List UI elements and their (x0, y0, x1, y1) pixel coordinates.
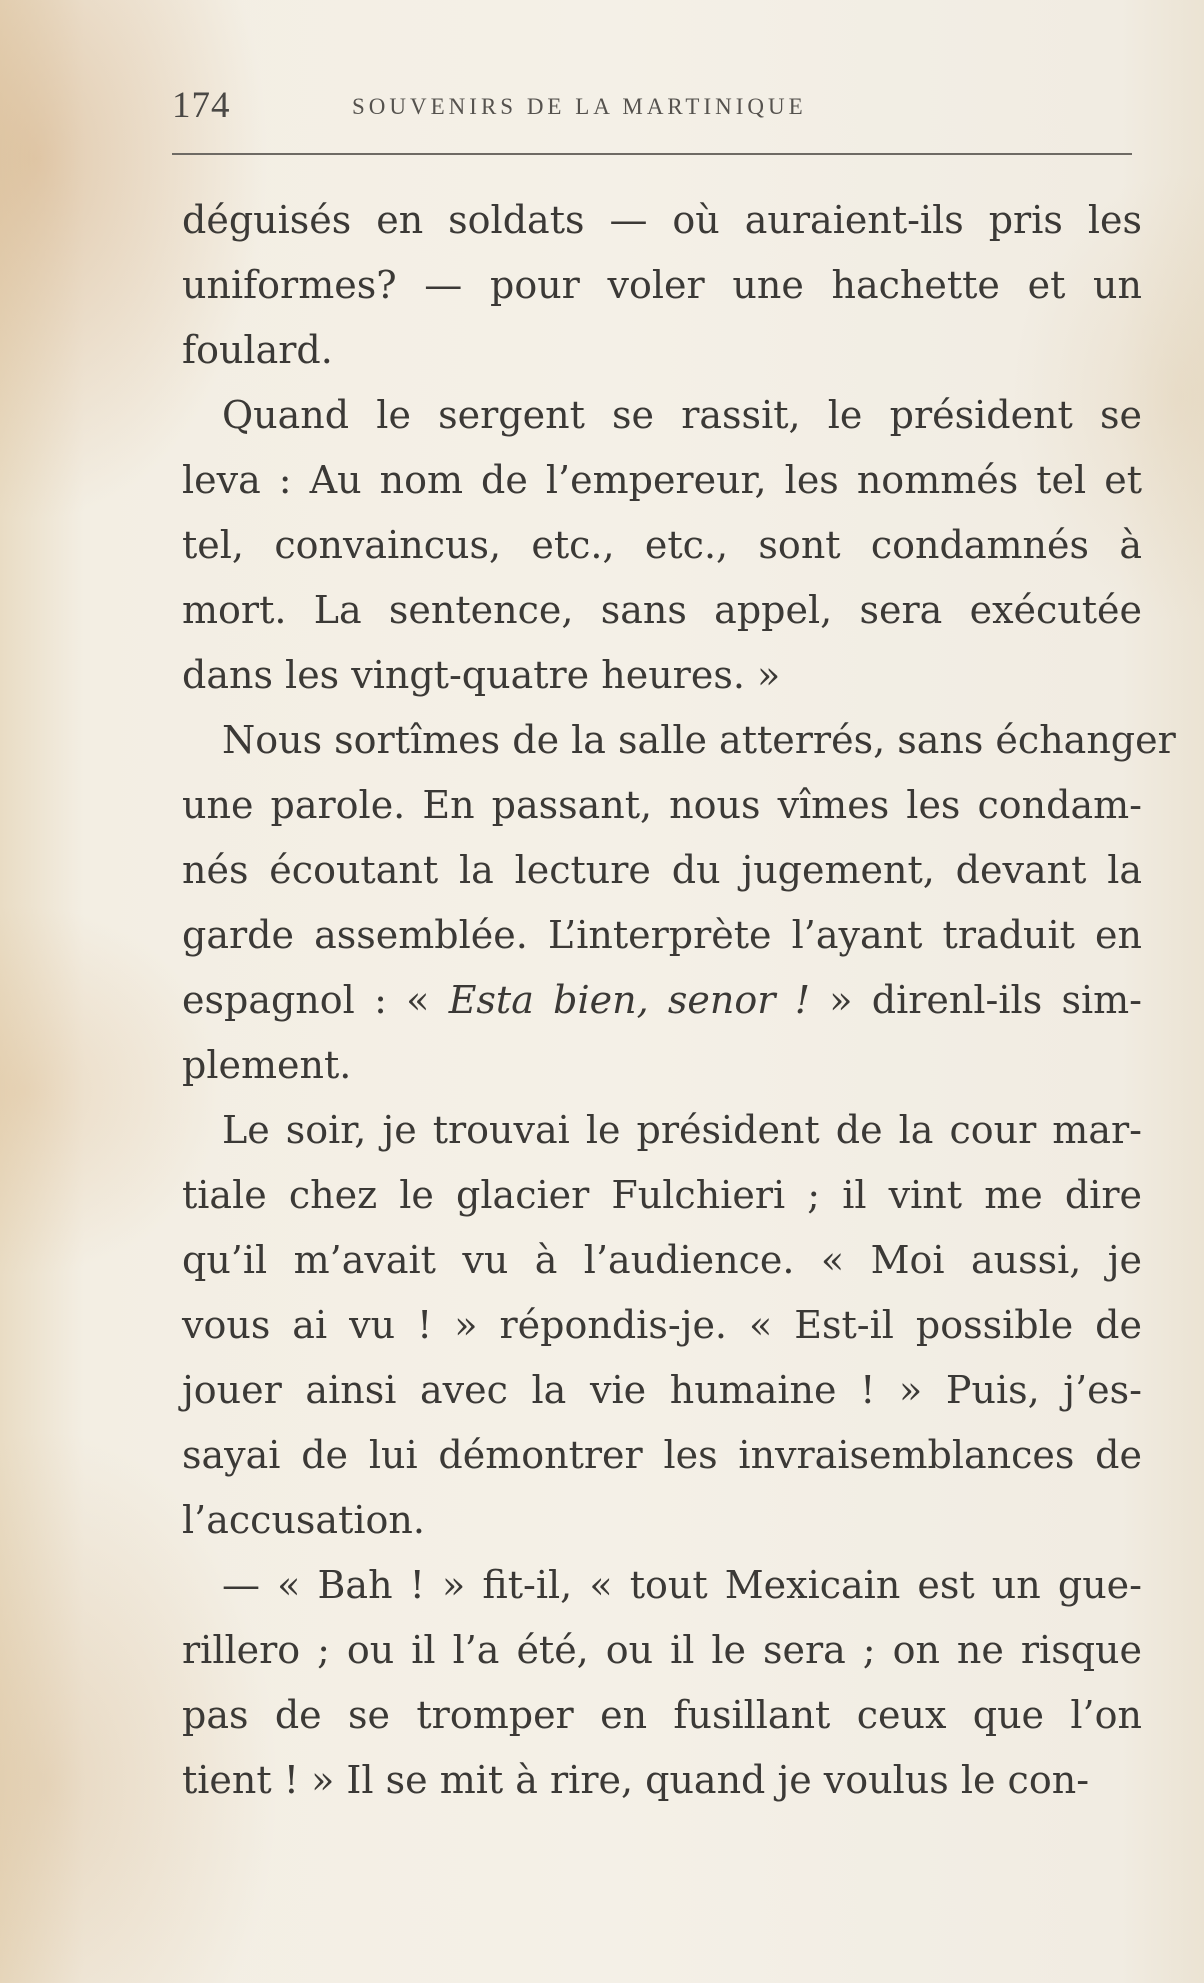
text-line: leva : Au nom de l’empereur, les nommés tel et (182, 458, 1142, 502)
text-line: sayai de lui démontrer les invraisemblances de (182, 1433, 1142, 1477)
text-line: mort. La sentence, sans appel, sera exécutée (182, 588, 1142, 632)
text-line: tiale chez le glacier Fulchieri ; il vint me dire (182, 1173, 1142, 1217)
paragraph-p1 (182, 188, 1142, 383)
paragraph-p3 (182, 708, 1176, 1098)
italic-phrase: Esta bien, senor ! (448, 978, 810, 1022)
text-line: Nous sortîmes de la salle atterrés, sans échanger (222, 718, 1176, 762)
text-line: tel, convaincus, etc., etc., sont condamnés à (182, 523, 1142, 567)
text-line: dans les vingt-quatre heures. » (182, 653, 781, 697)
paragraph-p4 (182, 1098, 1142, 1553)
header-rule (172, 153, 1132, 155)
text-line: une parole. En passant, nous vîmes les condam- (182, 783, 1142, 827)
page-header (172, 80, 1134, 130)
text-line: tient ! » Il se mit à rire, quand je voulus le con- (182, 1758, 1090, 1802)
text-line: jouer ainsi avec la vie humaine ! » Puis, j’es- (182, 1368, 1142, 1412)
text-line: vous ai vu ! » répondis-je. « Est-il possible de (182, 1303, 1142, 1347)
running-title: SOUVENIRS DE LA MARTINIQUE (352, 94, 807, 119)
text-line: Le soir, je trouvai le président de la cour mar- (222, 1108, 1142, 1152)
paragraph-p2 (182, 383, 1142, 708)
text-line: — « Bah ! » fit-il, « tout Mexicain est un gue- (222, 1563, 1142, 1607)
text-line: déguisés en soldats — où auraient-ils pris les (182, 198, 1142, 242)
page-number: 174 (172, 85, 231, 126)
body-text (182, 188, 1176, 1813)
text-line: Quand le sergent se rassit, le président se (222, 393, 1142, 437)
text-line: l’accusation. (182, 1498, 425, 1542)
text-line: plement. (182, 1043, 352, 1087)
text-line: garde assemblée. L’interprète l’ayant traduit en (182, 913, 1142, 957)
text-line: espagnol : « Esta bien, senor ! » direnl-ils sim- (182, 978, 1142, 1022)
text-line: qu’il m’avait vu à l’audience. « Moi aussi, je (182, 1238, 1142, 1282)
text-line: uniformes? — pour voler une hachette et un (182, 263, 1142, 307)
text-line: foulard. (182, 328, 333, 372)
paragraph-p5 (182, 1553, 1142, 1813)
text-line: nés écoutant la lecture du jugement, devant la (182, 848, 1142, 892)
text-line: rillero ; ou il l’a été, ou il le sera ; on ne risque (182, 1628, 1142, 1672)
text-line: pas de se tromper en fusillant ceux que l’on (182, 1693, 1142, 1737)
